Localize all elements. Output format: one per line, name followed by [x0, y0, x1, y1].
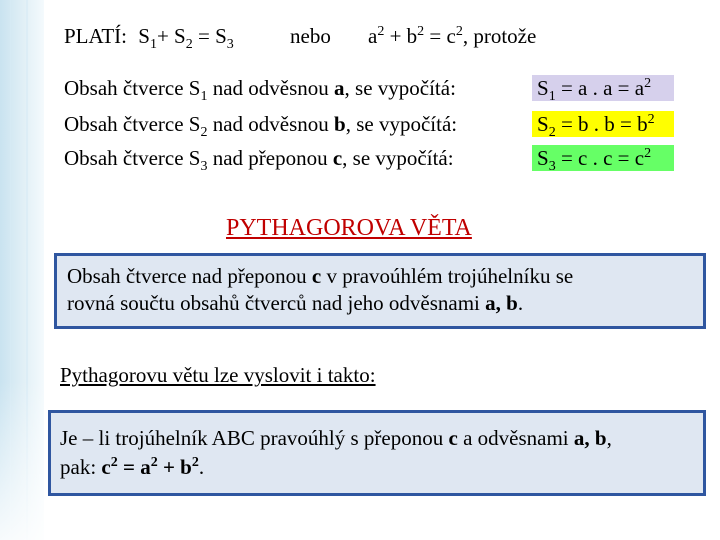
- subscript: 1: [149, 37, 157, 52]
- text-span: a odvěsnami: [457, 426, 574, 450]
- formula-s: S: [174, 24, 186, 48]
- superscript: 2: [647, 112, 655, 127]
- plus-sign: +: [389, 24, 402, 48]
- subscript: 3: [200, 159, 208, 174]
- var-b: b: [406, 24, 418, 48]
- formula-eq: =: [117, 455, 141, 479]
- formula-a: a: [140, 455, 151, 479]
- row-suffix: , se vypočítá:: [342, 146, 454, 170]
- superscript: 2: [644, 76, 652, 91]
- row-bold-var: b: [334, 112, 346, 136]
- row-prefix: Obsah čtverce S: [64, 112, 201, 136]
- text-span: v pravoúhlém trojúhelníku se: [321, 264, 574, 288]
- row-prefix: Obsah čtverce S: [64, 146, 201, 170]
- theorem-line-2: [60, 454, 204, 481]
- subscript: 3: [548, 159, 556, 174]
- theorem-box: [48, 410, 706, 496]
- row-mid: nad přeponou: [207, 146, 333, 170]
- text-span: pak:: [60, 455, 102, 479]
- text-span: Je – li trojúhelník ABC pravoúhlý s přeponou: [60, 426, 449, 450]
- header-plati-formula: [64, 24, 234, 52]
- superscript: 2: [377, 24, 385, 39]
- equals-sign: =: [197, 24, 210, 48]
- equals-sign: =: [429, 24, 442, 48]
- formula-s: S: [537, 112, 549, 136]
- superscript: 2: [417, 24, 425, 39]
- subscript: 1: [200, 89, 208, 104]
- formula-rest: = a . a = a: [555, 76, 645, 100]
- bold-var: c: [311, 264, 322, 288]
- subscript: 2: [185, 37, 193, 52]
- bold-var: c: [448, 426, 458, 450]
- subscript: 2: [200, 125, 208, 140]
- formula-s: S: [138, 24, 150, 48]
- superscript: 2: [644, 146, 652, 161]
- var-a: a: [368, 24, 378, 48]
- formula-b: b: [180, 455, 192, 479]
- area-row-1: [64, 76, 456, 104]
- page-title: PYTHAGOROVA VĚTA: [226, 215, 472, 241]
- formula-s: S: [215, 24, 227, 48]
- row-suffix: , se vypočítá:: [344, 76, 456, 100]
- area-formula-2: [537, 112, 655, 140]
- area-formula-1: [537, 76, 652, 104]
- formula-rest: = b . b = b: [555, 112, 648, 136]
- text-span: rovná součtu obsahů čtverců nad jeho odvěsnami: [67, 291, 486, 315]
- formula-plus: +: [157, 455, 181, 479]
- text-span: Obsah čtverce nad přeponou: [67, 264, 312, 288]
- formula-s: S: [537, 76, 549, 100]
- superscript: 2: [191, 455, 199, 470]
- formula-rest: = c . c = c: [555, 146, 645, 170]
- var-c: c: [446, 24, 456, 48]
- bold-var: a, b: [573, 426, 607, 450]
- alternate-statement-intro: Pythagorovu větu lze vyslovit i takto:: [60, 363, 376, 387]
- text-span: .: [517, 291, 524, 315]
- row-suffix: , se vypočítá:: [345, 112, 458, 136]
- definition-line-1: [67, 263, 573, 290]
- area-formula-3: [537, 146, 652, 174]
- superscript: 2: [455, 24, 463, 39]
- row-bold-var: c: [332, 146, 343, 170]
- row-mid: nad odvěsnou: [207, 112, 335, 136]
- row-bold-var: a: [334, 76, 345, 100]
- formula-c: c: [101, 455, 111, 479]
- superscript: 2: [110, 455, 118, 470]
- side-glow: [0, 380, 44, 540]
- text-span: .: [198, 455, 205, 479]
- plus-sign: +: [156, 24, 169, 48]
- plati-label: PLATÍ:: [64, 24, 127, 48]
- subscript: 1: [548, 89, 556, 104]
- definition-line-2: [67, 290, 523, 317]
- area-row-3: [64, 146, 454, 174]
- protoze-label: , protože: [462, 24, 537, 48]
- definition-box: [54, 253, 706, 329]
- subscript: 2: [548, 125, 556, 140]
- header-pythagoras-formula: [368, 24, 536, 48]
- decorative-side-bar: [0, 0, 44, 540]
- subscript: 3: [226, 37, 234, 52]
- text-span: ,: [606, 426, 612, 450]
- bold-var: a, b: [485, 291, 518, 315]
- area-row-2: [64, 112, 458, 140]
- superscript: 2: [150, 455, 158, 470]
- theorem-line-1: [60, 425, 612, 452]
- nebo-label: nebo: [290, 24, 331, 48]
- row-prefix: Obsah čtverce S: [64, 76, 201, 100]
- formula-s: S: [537, 146, 549, 170]
- row-mid: nad odvěsnou: [207, 76, 335, 100]
